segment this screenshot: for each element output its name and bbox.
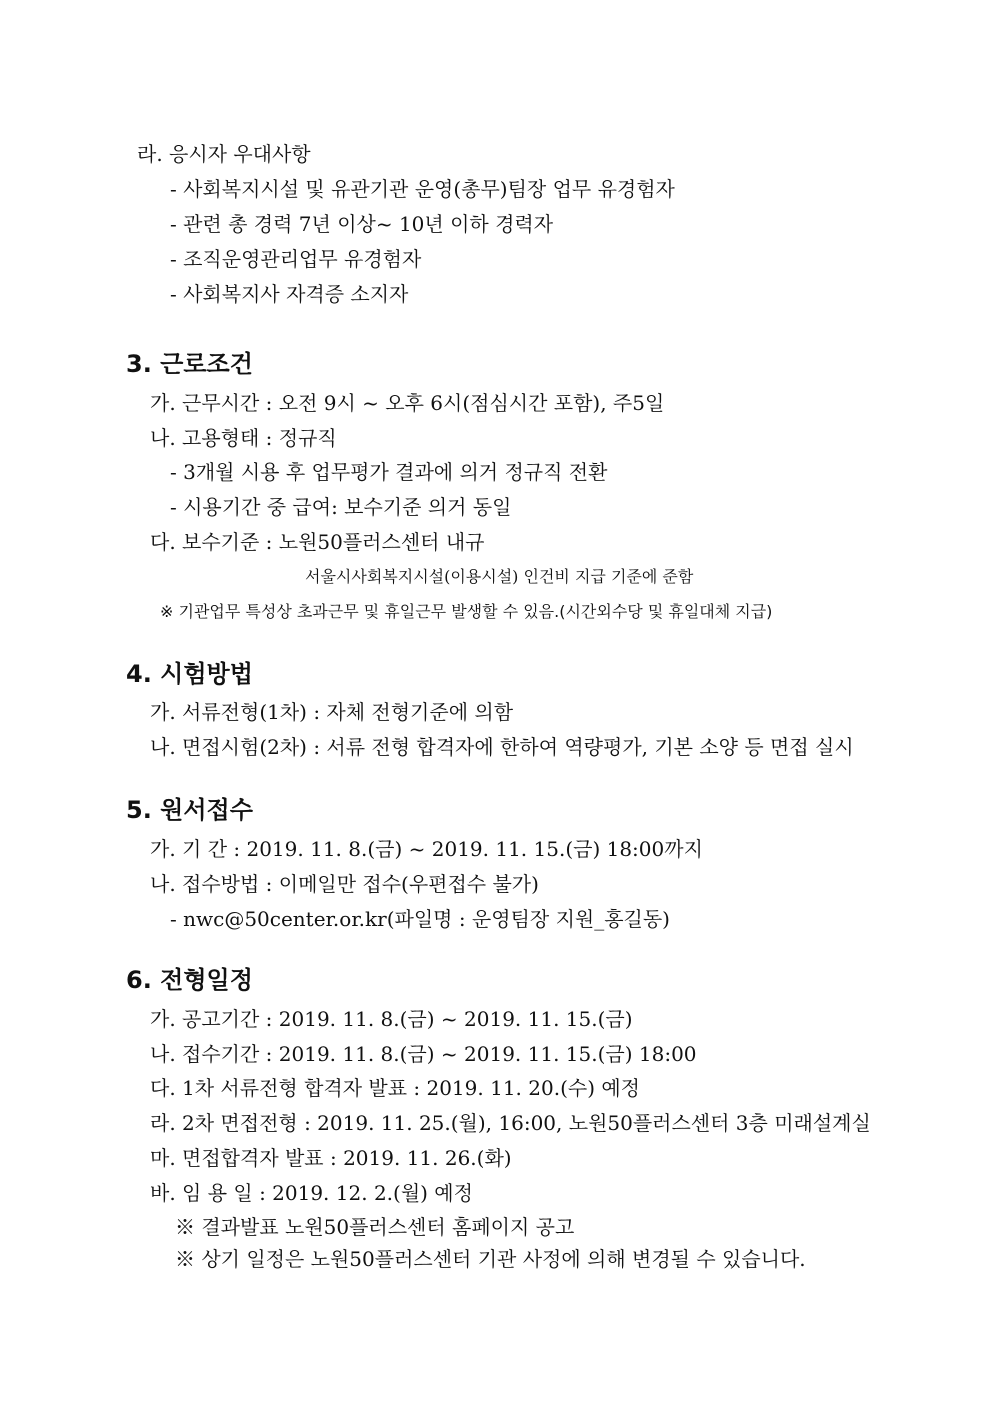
preference-item: - 조직운영관리업무 유경험자 — [170, 247, 422, 271]
section-heading-working-conditions: 3. 근로조건 — [126, 350, 253, 378]
employment-type-detail: - 시용기간 중 급여: 보수기준 의거 동일 — [170, 495, 512, 519]
schedule-item: 가. 공고기간 : 2019. 11. 8.(금) ~ 2019. 11. 15.(금) — [150, 1007, 633, 1031]
schedule-item: 다. 1차 서류전형 합격자 발표 : 2019. 11. 20.(수) 예정 — [150, 1076, 640, 1100]
pay-standard: 다. 보수기준 : 노원50플러스센터 내규 — [150, 530, 485, 554]
schedule-item: 라. 2차 면접전형 : 2019. 11. 25.(월), 16:00, 노원50플러스센터 3층 미래설계실 — [150, 1111, 871, 1135]
section-heading-application: 5. 원서접수 — [126, 796, 253, 824]
preference-title: 라. 응시자 우대사항 — [137, 142, 311, 166]
application-method: 나. 접수방법 : 이메일만 접수(우편접수 불가) — [150, 872, 539, 896]
schedule-item: 바. 임 용 일 : 2019. 12. 2.(월) 예정 — [150, 1181, 473, 1205]
employment-type: 나. 고용형태 : 정규직 — [150, 426, 337, 450]
document-screening: 가. 서류전형(1차) : 자체 전형기준에 의함 — [150, 700, 514, 724]
overtime-note: ※ 기관업무 특성상 초과근무 및 휴일근무 발생할 수 있음.(시간외수당 및 휴일대체 지급) — [160, 602, 773, 621]
pay-standard-detail: 서울시사회복지시설(이용시설) 인건비 지급 기준에 준함 — [305, 567, 694, 586]
preference-item: - 관련 총 경력 7년 이상~ 10년 이하 경력자 — [170, 212, 554, 236]
interview-exam: 나. 면접시험(2차) : 서류 전형 합격자에 한하여 역량평가, 기본 소양 등 면접 실시 — [150, 735, 854, 759]
schedule-note: ※ 결과발표 노원50플러스센터 홈페이지 공고 — [175, 1215, 575, 1239]
application-email: - nwc@50center.or.kr(파일명 : 운영팀장 지원_홍길동) — [170, 907, 670, 931]
section-heading-schedule: 6. 전형일정 — [126, 966, 253, 994]
section-heading-exam-method: 4. 시험방법 — [126, 660, 253, 688]
schedule-item: 나. 접수기간 : 2019. 11. 8.(금) ~ 2019. 11. 15.(금) 18:00 — [150, 1042, 697, 1066]
preference-item: - 사회복지사 자격증 소지자 — [170, 282, 409, 306]
schedule-item: 마. 면접합격자 발표 : 2019. 11. 26.(화) — [150, 1146, 512, 1170]
employment-type-detail: - 3개월 시용 후 업무평가 결과에 의거 정규직 전환 — [170, 460, 608, 484]
preference-item: - 사회복지시설 및 유관기관 운영(총무)팀장 업무 유경험자 — [170, 177, 675, 201]
application-period: 가. 기 간 : 2019. 11. 8.(금) ~ 2019. 11. 15.(금) 18:00까지 — [150, 837, 703, 861]
schedule-note: ※ 상기 일정은 노원50플러스센터 기관 사정에 의해 변경될 수 있습니다. — [175, 1247, 806, 1271]
working-hours: 가. 근무시간 : 오전 9시 ~ 오후 6시(점심시간 포함), 주5일 — [150, 391, 665, 415]
